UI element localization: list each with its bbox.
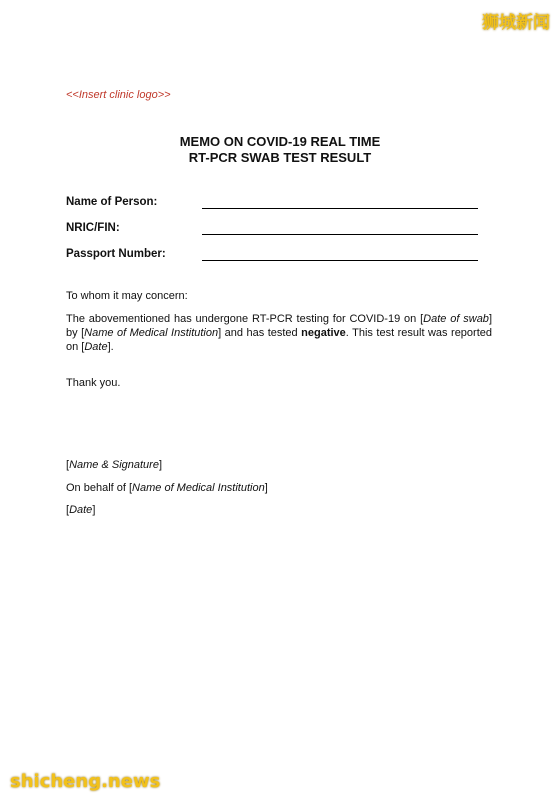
closing-thanks: Thank you. — [66, 377, 121, 389]
salutation: To whom it may concern: — [66, 290, 188, 302]
behalf-institution-placeholder: Name of Medical Institution — [132, 482, 265, 494]
name-of-person-label: Name of Person: — [66, 196, 158, 208]
test-result: negative — [301, 327, 346, 339]
watermark-bottom: shicheng.news — [10, 771, 161, 792]
passport-number-label: Passport Number: — [66, 248, 166, 260]
nric-fin-blank-line — [202, 234, 478, 235]
clinic-logo-placeholder: <<Insert clinic logo>> — [66, 89, 171, 101]
memo-title-line-1: MEMO ON COVID-19 REAL TIME — [179, 134, 381, 149]
name-of-person-field — [66, 196, 478, 212]
medical-institution-placeholder: Name of Medical Institution — [84, 327, 219, 339]
memo-title — [0, 134, 560, 166]
report-date-placeholder: Date — [84, 341, 108, 353]
signature-name-line: [Name & Signature] — [66, 459, 163, 471]
name-of-person-blank-line — [202, 208, 478, 209]
memo-title-line-2: RT-PCR SWAB TEST RESULT — [188, 150, 372, 165]
signature-date-line: [Date] — [66, 504, 96, 516]
nric-fin-label: NRIC/FIN: — [66, 222, 120, 234]
on-behalf-line: On behalf of [Name of Medical Institution] — [66, 482, 268, 494]
watermark-top: 狮城新闻 — [482, 13, 550, 33]
date-of-swab-placeholder: Date of swab — [423, 313, 489, 325]
passport-number-blank-line — [202, 260, 478, 261]
body-paragraph: The abovementioned has undergone RT-PCR testing for COVID-19 on [Date of swab] by [Name of Medical Institution] and has tested negative. This test result was reported on [Date]. — [66, 313, 492, 353]
name-signature-placeholder: Name & Signature — [69, 459, 159, 471]
signature-date-placeholder: Date — [69, 504, 93, 516]
nric-fin-field — [66, 222, 478, 238]
passport-number-field — [66, 248, 478, 264]
